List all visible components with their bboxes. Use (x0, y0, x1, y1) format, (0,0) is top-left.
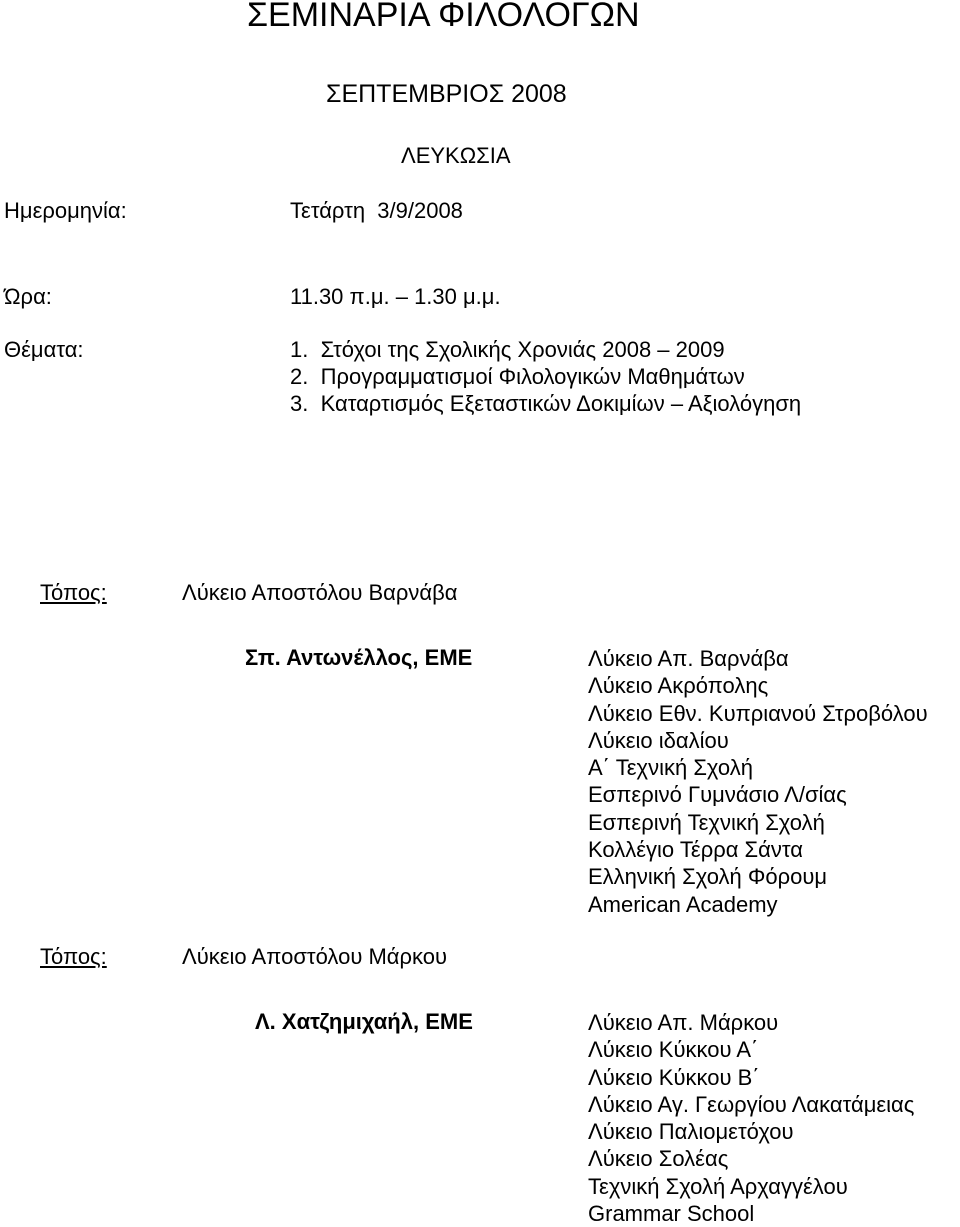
venue-label: Τόπος: (40, 580, 107, 605)
city-heading: ΛΕΥΚΩΣΙΑ (401, 143, 511, 168)
school-item: Λύκειο Απ. Βαρνάβα (588, 646, 789, 671)
school-item: Λύκειο Εθν. Κυπριανού Στροβόλου (588, 700, 928, 726)
document-title: ΣΕΜΙΝΑΡΙΑ ΦΙΛΟΛΟΓΩΝ (247, 0, 640, 34)
school-item: Λύκειο ιδαλίου (588, 727, 729, 753)
month-heading: ΣΕΠΤΕΜΒΡΙΟΣ 2008 (326, 80, 567, 108)
school-item: Λύκειο Αγ. Γεωργίου Λακατάμειας (588, 1091, 915, 1117)
school-item: American Academy (588, 891, 778, 917)
venue-school-list (588, 1009, 914, 1227)
time-label: Ώρα: (4, 284, 52, 309)
school-item: Λύκειο Κύκκου Β΄ (588, 1064, 760, 1090)
topic-item: 2. Προγραμματισμοί Φιλολογικών Μαθημάτων (290, 364, 745, 389)
venue-coordinator: Λ. Χατζημιχαήλ, ΕΜΕ (255, 1009, 473, 1034)
school-item: Ελληνική Σχολή Φόρουμ (588, 864, 828, 890)
school-item: Λύκειο Σολέας (588, 1146, 729, 1172)
school-item: Εσπερινή Τεχνική Σχολή (588, 809, 825, 835)
topic-item: 3. Καταρτισμός Εξεταστικών Δοκιμίων – Αξιολόγηση (290, 391, 802, 416)
school-item: Λύκειο Κύκκου Α΄ (588, 1037, 759, 1063)
date-value: Τετάρτη 3/9/2008 (290, 198, 463, 223)
venue-name: Λύκειο Αποστόλου Μάρκου (182, 944, 448, 969)
school-item: Λύκειο Ακρόπολης (588, 673, 769, 699)
time-value: 11.30 π.μ. – 1.30 μ.μ. (290, 284, 501, 309)
school-item: Λύκειο Απ. Μάρκου (588, 1010, 779, 1035)
school-item: Εσπερινό Γυμνάσιο Λ/σίας (588, 782, 847, 808)
topic-item: 1. Στόχοι της Σχολικής Χρονιάς 2008 – 2009 (290, 337, 725, 362)
school-item: Κολλέγιο Τέρρα Σάντα (588, 837, 803, 863)
school-item: Τεχνική Σχολή Αρχαγγέλου (588, 1173, 848, 1199)
school-item: Grammar School (588, 1201, 755, 1227)
school-item: Α΄ Τεχνική Σχολή (588, 755, 753, 781)
school-item: Λύκειο Παλιομετόχου (588, 1119, 794, 1145)
venue-school-list (588, 645, 928, 918)
topics-label: Θέματα: (4, 337, 84, 362)
venue-label: Τόπος: (40, 944, 107, 969)
venue-coordinator: Σπ. Αντωνέλλος, ΕΜΕ (245, 645, 473, 670)
date-label: Ημερομηνία: (4, 198, 127, 223)
venue-name: Λύκειο Αποστόλου Βαρνάβα (182, 580, 458, 605)
